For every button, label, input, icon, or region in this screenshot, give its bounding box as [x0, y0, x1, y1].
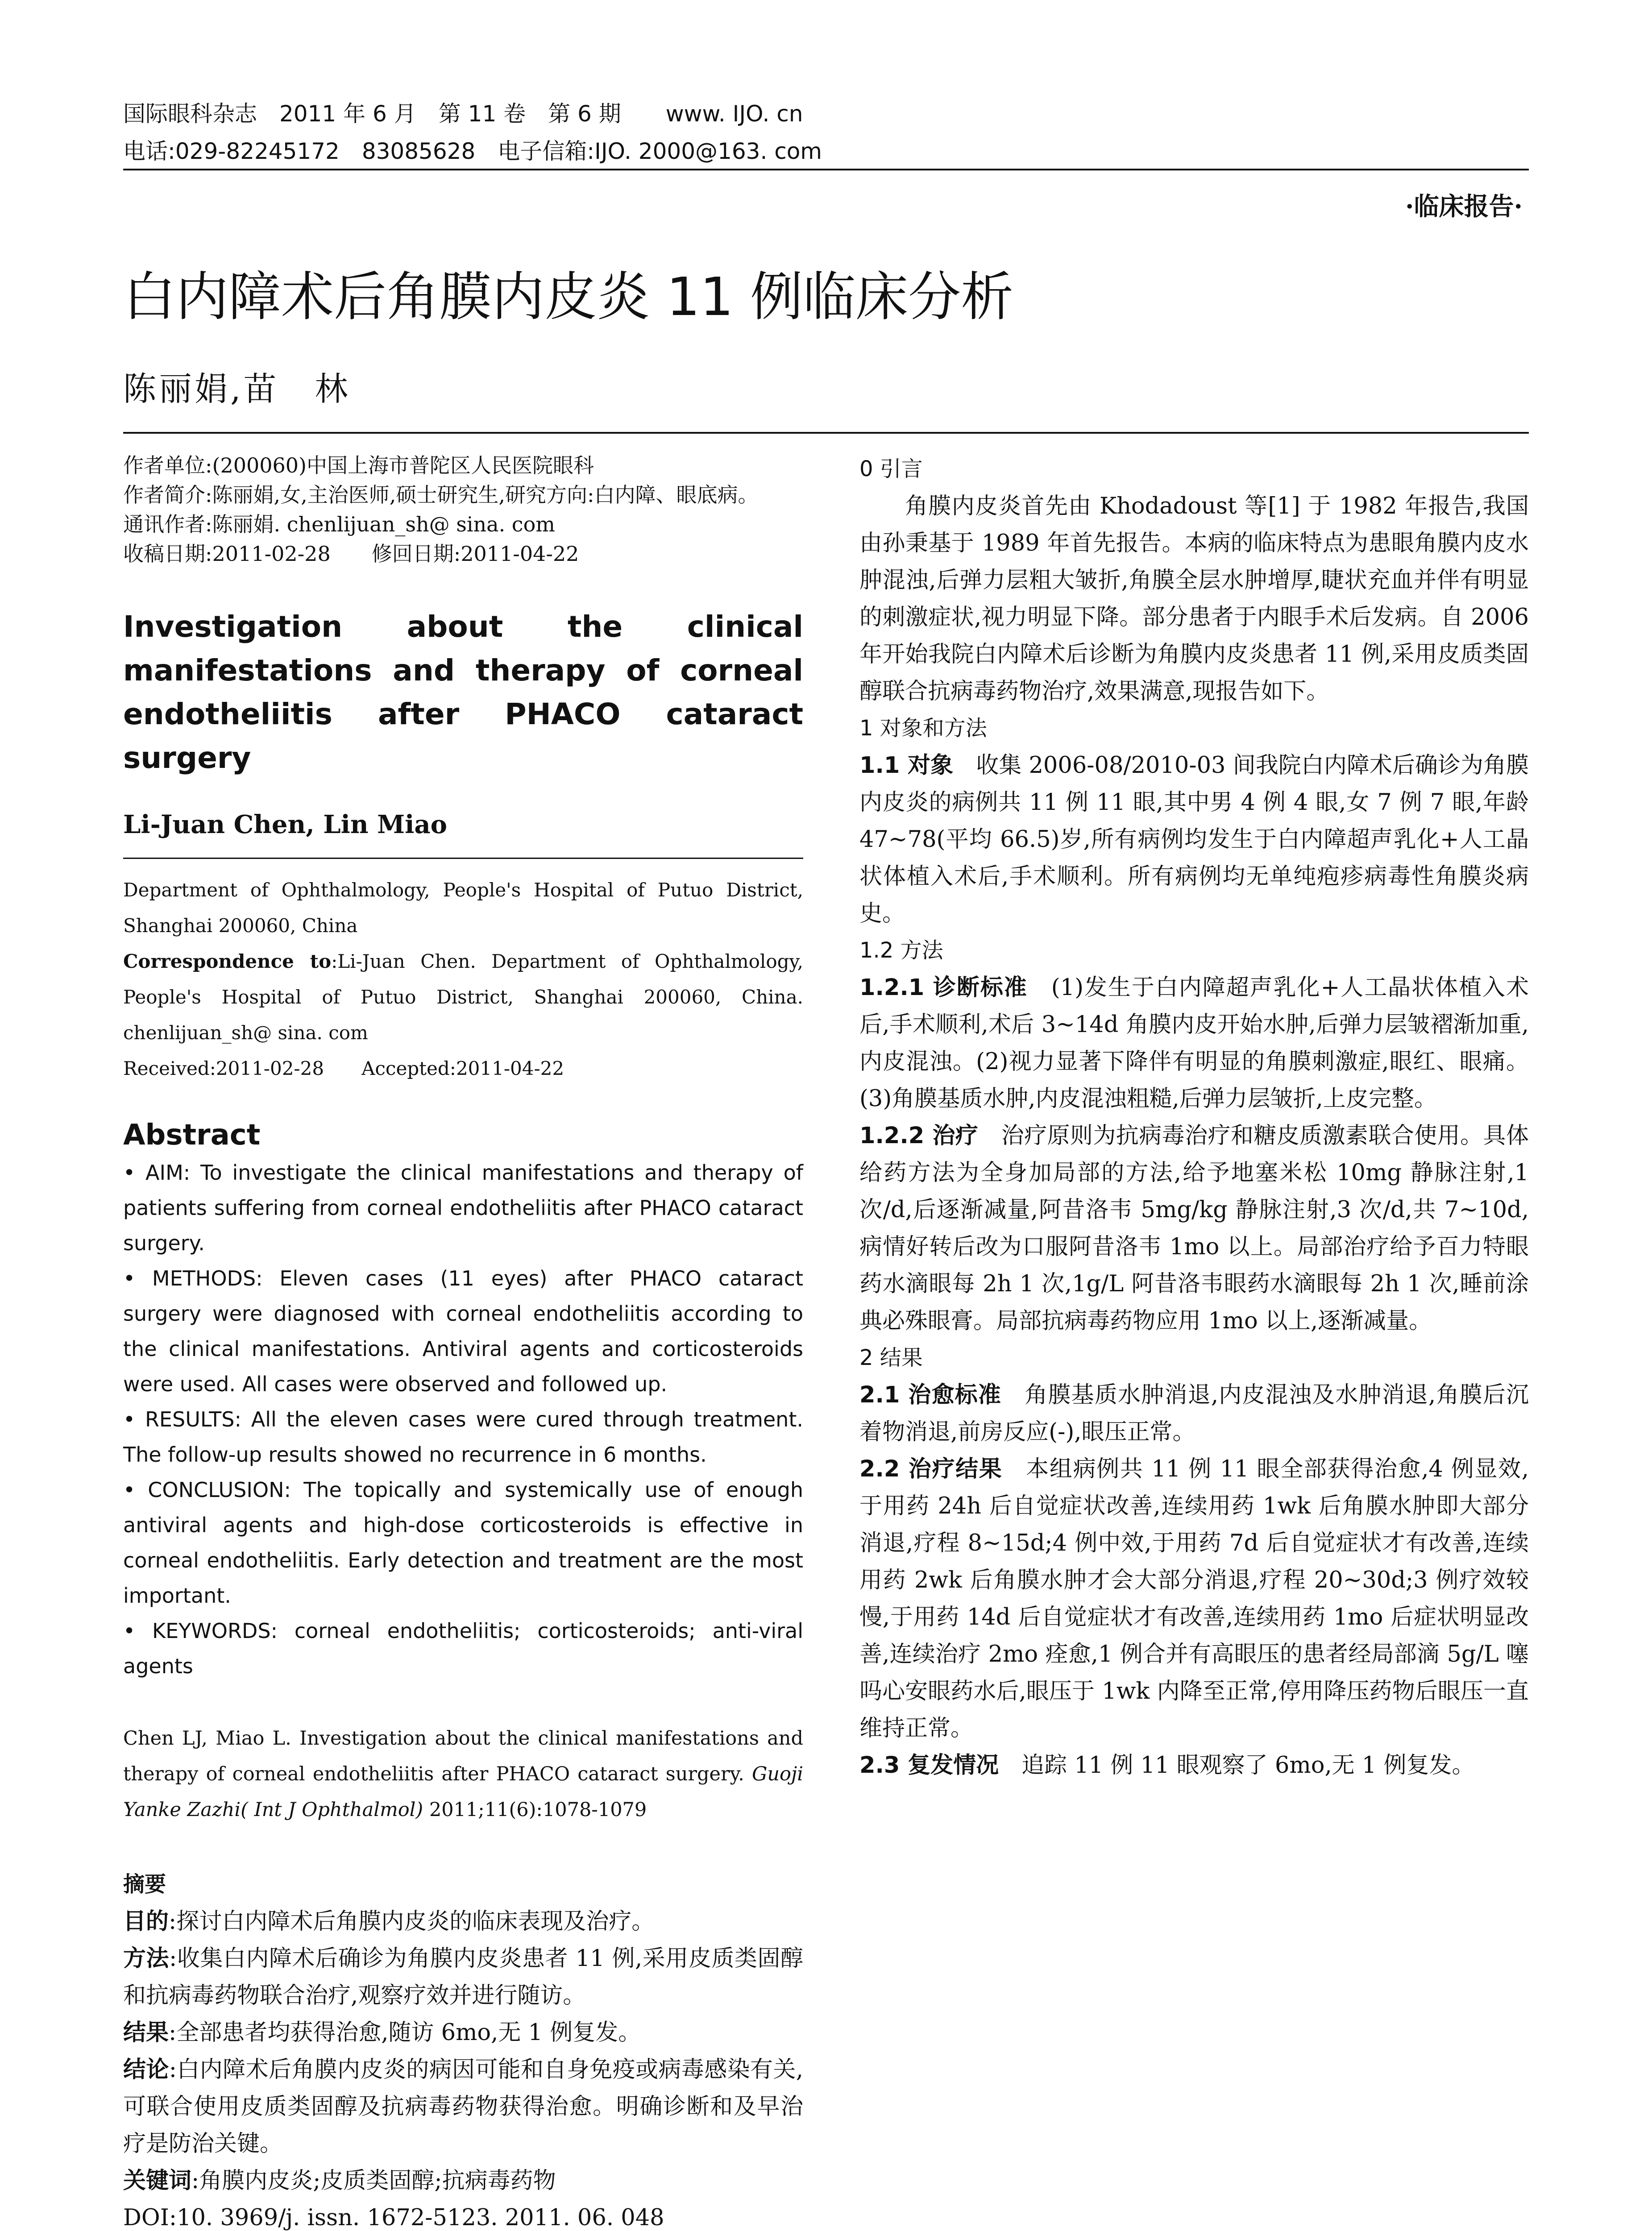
section-2-2 — [859, 1451, 1529, 1747]
cn-results-label: 结果 — [123, 2019, 169, 2046]
header-rule — [123, 169, 1529, 170]
abstract-conclusion: • CONCLUSION: The topically and systemically use of enough antiviral agents and high-dose corticosteroids is effective in corneal endotheliitis. Early detection and treatment are the most important. — [123, 1478, 803, 1608]
section-1-heading: 1 对象和方法 — [859, 716, 987, 741]
section-1-1-label: 1.1 对象 — [859, 752, 954, 779]
cn-abstract-heading: 摘要 — [123, 1872, 166, 1897]
cn-conclusion-text: :白内障术后角膜内皮炎的病因可能和自身免疫或病毒感染有关,可联合使用皮质类固醇及抗病毒药物获得治愈。明确诊断和及早治疗是防治关键。 — [123, 2057, 803, 2157]
section-2-1-text: 角膜基质水肿消退,内皮混浊及水肿消退,角膜后沉着物消退,前房反应(-),眼压正常。 — [859, 1382, 1529, 1445]
section-tag: ·临床报告· — [1405, 192, 1523, 221]
section-1-2-1 — [859, 969, 1529, 1117]
english-citation — [123, 1721, 803, 1828]
author-info — [123, 451, 803, 568]
section-2-3 — [859, 1747, 1529, 1784]
doi: DOI:10. 3969/j. issn. 1672-5123. 2011. 06. 048 — [123, 2205, 664, 2231]
citation-journal: Guoji Yanke Zazhi( Int J Ophthalmol) — [123, 1763, 803, 1821]
cn-aim-label: 目的 — [123, 1908, 169, 1935]
section-2-1-label: 2.1 治愈标准 — [859, 1382, 1002, 1408]
abstract-methods: • METHODS: Eleven cases (11 eyes) after PHACO cataract surgery were diagnosed with corneal endotheliitis according to the clinical manifestations. Antiviral agents and corticosteroids were used. All cases were observed and followed up. — [123, 1266, 803, 1396]
author-bio: 作者简介:陈丽娟,女,主治医师,硕士研究生,研究方向:白内障、眼底病。 — [123, 483, 759, 507]
author-unit: 作者单位:(200060)中国上海市普陀区人民医院眼科 — [123, 453, 594, 477]
citation-main: Chen LJ, Miao L. Investigation about the clinical manifestations and therapy of corneal endotheliitis after PHACO cataract surgery. — [123, 1727, 803, 1785]
section-1-2-2 — [859, 1117, 1529, 1339]
cn-results-text: :全部患者均获得治愈,随访 6mo,无 1 例复发。 — [169, 2020, 641, 2046]
intro-paragraph: 角膜内皮炎首先由 Khodadoust 等[1] 于 1982 年报告,我国由孙秉基于 1989 年首先报告。本病的临床特点为患眼角膜内皮水肿混浊,后弹力层粗大皱折,角膜全层水肿增厚,睫状充血并伴有明显的刺激症状,视力明显下降。部分患者于内眼手术后发病。自 2006 年开始我院白内障术后诊断为角膜内皮炎患者 11 例,采用皮质类固醇联合抗病毒药物治疗,效果满意,现报告如下。 — [859, 493, 1529, 705]
section-2-3-label: 2.3 复发情况 — [859, 1752, 999, 1779]
abstract-results: • RESULTS: All the eleven cases were cured through treatment. The follow-up results showed no recurrence in 6 months. — [123, 1407, 803, 1467]
section-1-2-1-label: 1.2.1 诊断标准 — [859, 975, 1028, 1001]
section-1-1-text: 收集 2006-08/2010-03 间我院白内障术后确诊为角膜内皮炎的病例共 11 例 11 眼,其中男 4 例 4 眼,女 7 例 7 眼,年龄 47~78(平均 66.5)岁,所有病例均发生于白内障超声乳化+人工晶状体植入术后,手术顺利。所有病例均无单纯疱疹病毒性角膜炎病史。 — [859, 752, 1529, 927]
affiliation-rule — [123, 858, 803, 859]
article-authors: 陈丽娟,苗 林 — [123, 370, 351, 408]
english-affiliation: Department of Ophthalmology, People's Hospital of Putuo District, Shanghai 200060, China — [123, 879, 803, 937]
english-dates: Received:2011-02-28 Accepted:2011-04-22 — [123, 1057, 565, 1079]
cn-aim — [123, 1903, 803, 1940]
english-title: Investigation about the clinical manifestations and therapy of corneal endotheliitis after PHACO cataract surgery — [123, 610, 803, 775]
cn-results — [123, 2014, 803, 2051]
section-2-heading: 2 结果 — [859, 1345, 923, 1370]
english-affiliation-block — [123, 872, 803, 1086]
section-1-2-2-label: 1.2.2 治疗 — [859, 1123, 979, 1149]
abstract-aim: • AIM: To investigate the clinical manifestations and therapy of patients suffering from corneal endotheliitis after PHACO cataract surgery. — [123, 1161, 803, 1255]
english-correspondence — [123, 944, 803, 1051]
cn-methods — [123, 1940, 803, 2014]
intro-heading: 0 引言 — [859, 456, 923, 481]
section-2-2-text: 本组病例共 11 例 11 眼全部获得治愈,4 例显效,于用药 24h 后自觉症状改善,连续用药 1wk 后角膜水肿即大部分消退,疗程 8~15d;4 例中效,于用药 7d 后自觉症状才有改善,连续用药 2wk 后角膜水肿才会大部分消退,疗程 20~30d;3 例疗效较慢,于用药 14d 后自觉症状才有改善,连续用药 1mo 后症状明显改善,连续治疗 2mo 痊愈,1 例合并有高眼压的患者经局部滴 5g/L 噻吗心安眼药水后,眼压于 1wk 内降至正常,停用降压药物后眼压一直维持正常。 — [859, 1456, 1529, 1742]
title-rule — [123, 432, 1529, 434]
cn-conclusion — [123, 2051, 803, 2162]
abstract-heading: Abstract — [123, 1119, 261, 1152]
received-dates: 收稿日期:2011-02-28 修回日期:2011-04-22 — [123, 542, 579, 566]
cn-methods-text: :收集白内障术后确诊为角膜内皮炎患者 11 例,采用皮质类固醇和抗病毒药物联合治疗,观察疗效并进行随访。 — [123, 1945, 803, 2009]
cn-methods-label: 方法 — [123, 1945, 170, 1972]
cn-keywords-label: 关键词 — [123, 2167, 192, 2194]
article-title: 白内障术后角膜内皮炎 11 例临床分析 — [123, 266, 1014, 328]
citation-tail: 2011;11(6):1078-1079 — [423, 1799, 647, 1821]
left-column — [123, 451, 803, 2231]
english-authors: Li-Juan Chen, Lin Miao — [123, 810, 447, 839]
correspondence-label: Correspondence to — [123, 950, 332, 972]
section-1-1 — [859, 747, 1529, 932]
journal-contact-line: 电话:029-82245172 83085628 电子信箱:IJO. 2000@163. com — [123, 138, 822, 164]
cn-keywords-text: :角膜内皮炎;皮质类固醇;抗病毒药物 — [191, 2168, 556, 2194]
cn-conclusion-label: 结论 — [123, 2056, 169, 2083]
section-2-1 — [859, 1377, 1529, 1451]
english-abstract — [123, 1155, 803, 1684]
right-column — [859, 451, 1529, 1784]
correspondence-text: :Li-Juan Chen. Department of Ophthalmology, People's Hospital of Putuo District, Shanghai 200060, China. chenlijuan_sh@ sina. com — [123, 950, 804, 1044]
journal-issue-line: 国际眼科杂志 2011 年 6 月 第 11 卷 第 6 期 www. IJO. cn — [123, 101, 803, 127]
cn-aim-text: :探讨白内障术后角膜内皮炎的临床表现及治疗。 — [169, 1908, 655, 1935]
section-1-2-1-text: (1)发生于白内障超声乳化+人工晶状体植入术后,手术顺利,术后 3~14d 角膜内皮开始水肿,后弹力层皱褶渐加重,内皮混浊。(2)视力显著下降伴有明显的角膜刺激症,眼红、眼痛。(3)角膜基质水肿,内皮混浊粗糙,后弹力层皱折,上皮完整。 — [859, 975, 1529, 1112]
section-1-2-heading: 1.2 方法 — [859, 938, 943, 963]
cn-abstract — [123, 1903, 803, 2231]
cn-keywords — [123, 2162, 803, 2199]
abstract-keywords: • KEYWORDS: corneal endotheliitis; corticosteroids; anti-viral agents — [123, 1619, 803, 1678]
corresponding-author: 通讯作者:陈丽娟. chenlijuan_sh@ sina. com — [123, 512, 555, 536]
section-2-2-label: 2.2 治疗结果 — [859, 1456, 1003, 1482]
section-2-3-text: 追踪 11 例 11 眼观察了 6mo,无 1 例复发。 — [999, 1752, 1475, 1779]
section-1-2-2-text: 治疗原则为抗病毒治疗和糖皮质激素联合使用。具体给药方法为全身加局部的方法,给予地塞米松 10mg 静脉注射,1 次/d,后逐渐减量,阿昔洛韦 5mg/kg 静脉注射,3 次/d,共 7~10d,病情好转后改为口服阿昔洛韦 1mo 以上。局部治疗给予百力特眼药水滴眼每 2h 1 次,1g/L 阿昔洛韦眼药水滴眼每 2h 1 次,睡前涂典必殊眼膏。局部抗病毒药物应用 1mo 以上,逐渐减量。 — [859, 1123, 1529, 1334]
